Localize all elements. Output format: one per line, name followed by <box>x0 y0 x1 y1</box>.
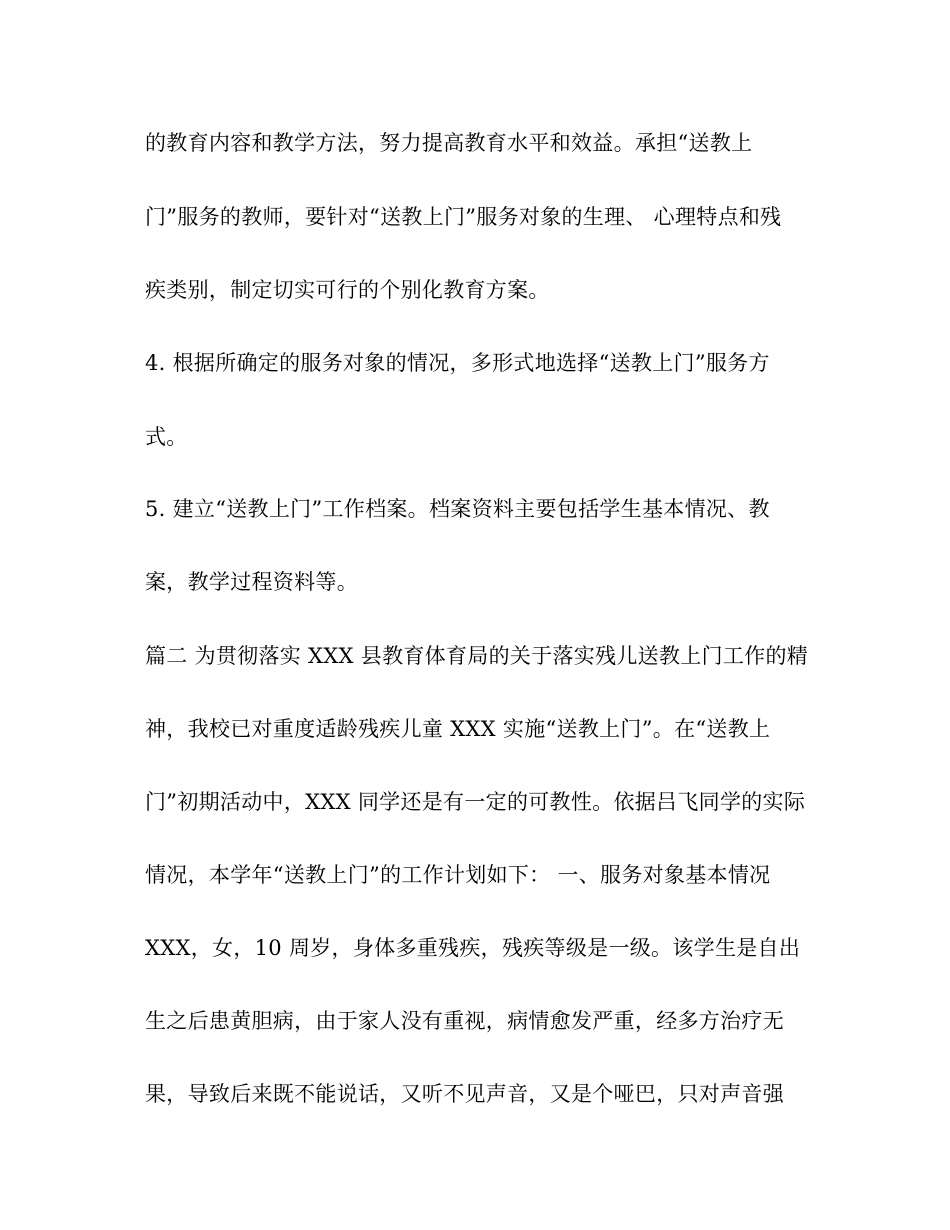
text-line: 果，导致后来既不能说话，又听不见声音，又是个哑巴，只对声音强 <box>145 1082 784 1106</box>
text-line: XXX，女，10 周岁，身体多重残疾，残疾等级是一级。该学生是自出 <box>145 936 801 960</box>
text-line: 情况，本学年“送教上门”的工作计划如下： 一、服务对象基本情况 <box>145 863 771 887</box>
text-line: 的教育内容和教学方法，努力提高教育水平和效益。承担“送教上 <box>145 131 753 155</box>
text-line: 疾类别，制定切实可行的个别化教育方案。 <box>145 278 550 302</box>
text-line: 生之后患黄胆病，由于家人没有重视，病情愈发严重，经多方治疗无 <box>145 1009 784 1033</box>
text-line: 篇二 为贯彻落实 XXX 县教育体育局的关于落实残儿送教上门工作的精 <box>145 644 809 668</box>
text-line: 门”服务的教师，要针对“送教上门”服务对象的生理、 心理特点和残 <box>145 205 782 229</box>
text-line: 式。 <box>145 425 188 449</box>
text-line: 门”初期活动中，XXX 同学还是有一定的可教性。依据吕飞同学的实际 <box>145 790 806 814</box>
text-line: 案，教学过程资料等。 <box>145 570 358 594</box>
text-line: 神，我校已对重度适龄残疾儿童 XXX 实施“送教上门”。在“送教上 <box>145 717 771 741</box>
text-line: 4. 根据所确定的服务对象的情况，多形式地选择“送教上门”服务方 <box>145 351 770 375</box>
text-line: 5. 建立“送教上门”工作档案。档案资料主要包括学生基本情况、教 <box>145 497 770 521</box>
